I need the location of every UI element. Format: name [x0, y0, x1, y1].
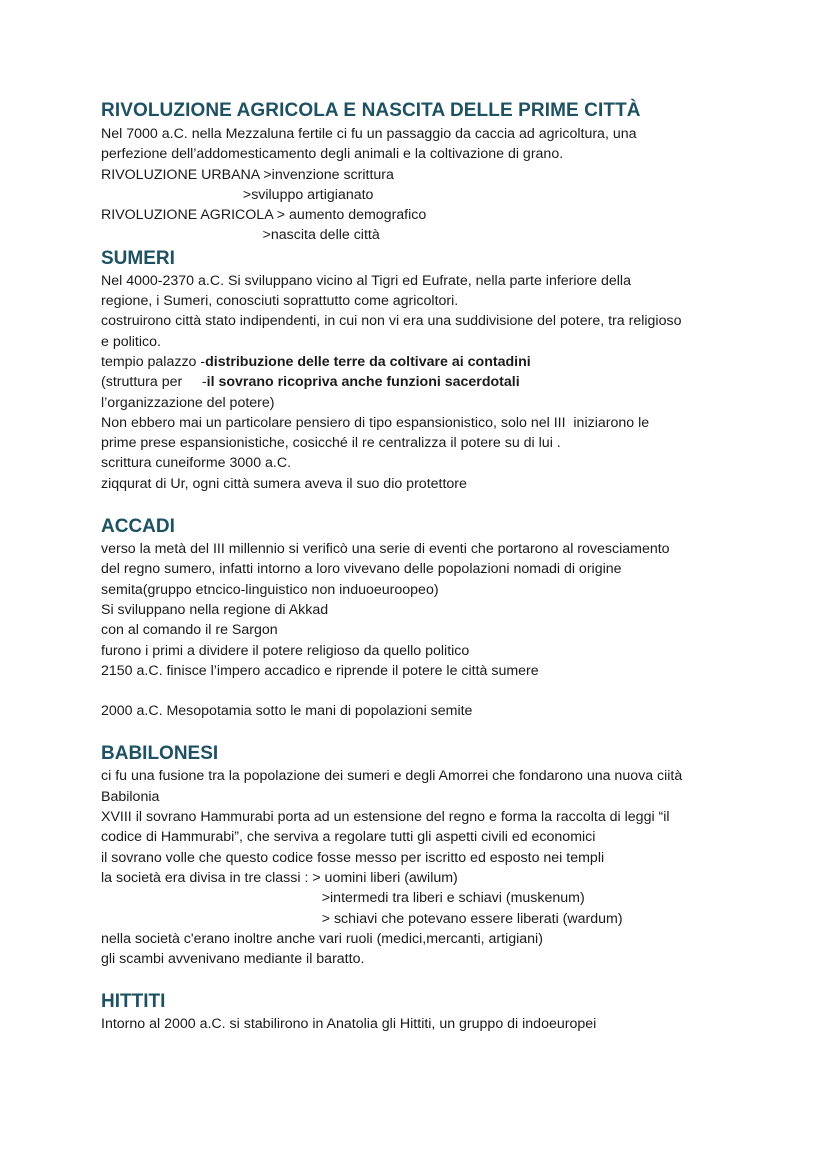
paragraph-line: scrittura cuneiforme 3000 a.C.	[101, 455, 292, 472]
paragraph-line: Non ebbero mai un particolare pensiero di tipo espansionistico, solo nel III iniziarono le	[101, 414, 650, 431]
paragraph-line: Si sviluppano nella regione di Akkad	[101, 601, 329, 618]
bold-text: il sovrano ricopriva anche funzioni sacerdotali	[206, 374, 520, 391]
spacer	[101, 681, 781, 701]
paragraph-line	[101, 352, 781, 372]
paragraph-line: costruirono città stato indipendenti, in cui non vi era una suddivisione del potere, tra religioso	[101, 313, 682, 330]
paragraph-line: >sviluppo artigianato	[101, 186, 374, 203]
heading-sumeri: SUMERI	[101, 247, 175, 269]
spacer	[101, 494, 781, 514]
paragraph-line: Babilonia	[101, 788, 160, 805]
paragraph-line: la società era divisa in tre classi : > uomini liberi (awilum)	[101, 869, 458, 886]
paragraph-line: >intermedi tra liberi e schiavi (muskenum)	[101, 890, 585, 907]
spacer	[101, 969, 781, 989]
paragraph-line: ci fu una fusione tra la popolazione dei sumeri e degli Amorrei che fondarono una nuova ciità	[101, 768, 683, 785]
heading-accadi: ACCADI	[101, 516, 175, 538]
paragraph-line: ziqqurat di Ur, ogni città sumera aveva il suo dio protettore	[101, 475, 467, 492]
paragraph-line: XVIII il sovrano Hammurabi porta ad un estensione del regno e forma la raccolta di leggi “il	[101, 809, 670, 826]
paragraph-line: Nel 4000-2370 a.C. Si sviluppano vicino al Tigri ed Eufrate, nella parte inferiore della	[101, 272, 631, 289]
paragraph-line: >nascita delle città	[101, 227, 380, 244]
paragraph-line: perfezione dell’addomesticamento degli animali e la coltivazione di grano.	[101, 146, 564, 163]
paragraph-line: l’organizzazione del potere)	[101, 394, 275, 411]
paragraph-line: e politico.	[101, 333, 161, 350]
paragraph-line: codice di Hammurabi”, che serviva a regolare tutti gli aspetti civili ed economici	[101, 829, 596, 846]
document-page	[101, 98, 781, 1035]
paragraph-line: Intorno al 2000 a.C. si stabilirono in Anatolia gli Hittiti, un gruppo di indoeuropei	[101, 1016, 597, 1033]
paragraph-line: con al comando il re Sargon	[101, 622, 278, 639]
paragraph-line: gli scambi avvenivano mediante il baratto.	[101, 951, 365, 968]
line-prefix: tempio palazzo -	[101, 353, 206, 370]
heading-babilonesi: BABILONESI	[101, 743, 219, 765]
paragraph-line: furono i primi a dividere il potere religioso da quello politico	[101, 642, 470, 659]
line-prefix: (struttura per -	[101, 374, 207, 391]
bold-text: distribuzione delle terre da coltivare ai contadini	[205, 353, 531, 370]
paragraph-line: il sovrano volle che questo codice fosse messo per iscritto ed esposto nei templi	[101, 849, 605, 866]
paragraph-line: del regno sumero, infatti intorno a loro vivevano delle popolazioni nomadi di origine	[101, 561, 622, 578]
paragraph-line: semita(gruppo etncico-linguistico non induoeuroopeo)	[101, 581, 439, 598]
heading-rivoluzione-agricola: RIVOLUZIONE AGRICOLA E NASCITA DELLE PRIME CITTÀ	[101, 100, 641, 121]
paragraph-line: verso la metà del III millennio si verificò una serie di eventi che portarono al rovesciamento	[101, 541, 670, 558]
paragraph-line: RIVOLUZIONE AGRICOLA > aumento demografico	[101, 207, 427, 224]
paragraph-line: 2150 a.C. finisce l’impero accadico e riprende il potere le città sumere	[101, 662, 539, 679]
paragraph-line: 2000 a.C. Mesopotamia sotto le mani di popolazioni semite	[101, 703, 473, 720]
paragraph-line: RIVOLUZIONE URBANA >invenzione scrittura	[101, 166, 394, 183]
heading-hittiti: HITTITI	[101, 991, 166, 1013]
paragraph-line	[101, 372, 781, 392]
paragraph-line: prime prese espansionistiche, cosicché il re centralizza il potere su di lui .	[101, 435, 561, 452]
paragraph-line: > schiavi che potevano essere liberati (wardum)	[101, 910, 623, 927]
paragraph-line: Nel 7000 a.C. nella Mezzaluna fertile ci fu un passaggio da caccia ad agricoltura, una	[101, 126, 637, 142]
spacer	[101, 721, 781, 741]
paragraph-line: nella società c'erano inoltre anche vari ruoli (medici,mercanti, artigiani)	[101, 930, 543, 947]
paragraph-line: regione, i Sumeri, conosciuti soprattutto come agricoltori.	[101, 293, 459, 310]
